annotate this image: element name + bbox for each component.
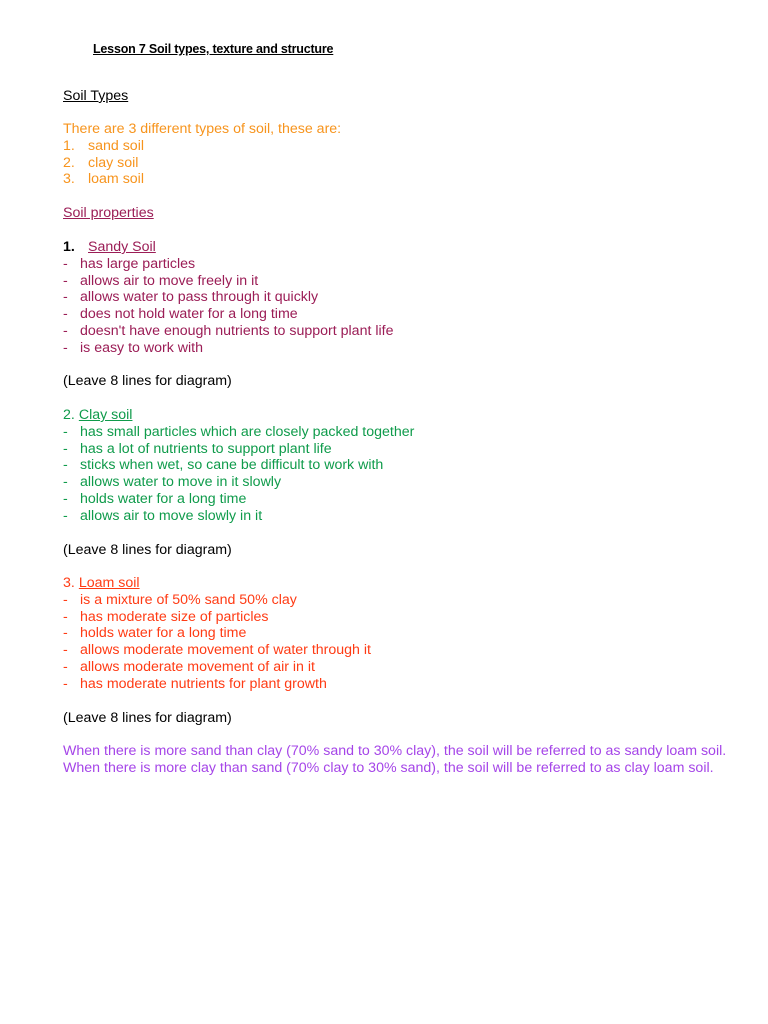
list-marker: 1. xyxy=(63,137,75,154)
dash: - xyxy=(63,625,68,642)
dash: - xyxy=(63,507,68,524)
dash: - xyxy=(63,306,68,323)
clay-soil-title: Clay soil xyxy=(78,407,133,423)
soil-types-section xyxy=(63,88,128,105)
list-item-text: allows moderate movement of air in it xyxy=(80,658,315,675)
dash: - xyxy=(63,642,68,659)
list-item-text: has large particles xyxy=(80,255,196,272)
clay-soil-section xyxy=(63,407,414,525)
list-marker: 3. xyxy=(63,171,75,188)
list-item xyxy=(63,642,371,659)
sandy-soil-section xyxy=(63,239,393,357)
list-item-text: allows water to move in it slowly xyxy=(80,474,282,491)
sandy-soil-title: Sandy Soil xyxy=(88,239,156,255)
list-item xyxy=(63,676,371,693)
clay-diagram-note xyxy=(63,542,232,559)
list-item-text: has small particles which are closely packed together xyxy=(80,423,415,440)
lesson-title: Lesson 7 Soil types, texture and structure xyxy=(93,42,334,56)
diagram-note: (Leave 8 lines for diagram) xyxy=(63,710,232,726)
summary-paragraph-sandy-loam: When there is more sand than clay (70% sand to 30% clay), the soil will be referred to as sandy loam soil. xyxy=(63,743,727,759)
section-number: 3. xyxy=(63,575,75,591)
list-item xyxy=(63,625,371,642)
list-item-text: holds water for a long time xyxy=(80,625,247,642)
list-item-text: has moderate size of particles xyxy=(80,608,269,625)
soil-types-intro: There are 3 different types of soil, these are: xyxy=(63,121,342,137)
list-item xyxy=(63,323,393,340)
sandy-diagram-note xyxy=(63,373,232,390)
loam-diagram-note xyxy=(63,710,232,727)
list-item-text: doesn't have enough nutrients to support plant life xyxy=(80,322,394,339)
list-item-text: allows water to pass through it quickly xyxy=(80,289,319,306)
list-item xyxy=(63,273,393,290)
list-item-text: clay soil xyxy=(88,154,139,171)
list-item-text: allows moderate movement of water through it xyxy=(80,642,371,659)
dash: - xyxy=(63,339,68,356)
list-item xyxy=(63,609,371,626)
list-item-text: does not hold water for a long time xyxy=(80,306,298,323)
dash: - xyxy=(63,289,68,306)
summary-section xyxy=(63,743,743,777)
list-item-text: allows air to move freely in it xyxy=(80,272,259,289)
list-item-text: is easy to work with xyxy=(80,339,203,356)
soil-types-heading: Soil Types xyxy=(63,88,129,104)
dash: - xyxy=(63,423,68,440)
list-item xyxy=(63,306,393,323)
loam-soil-title: Loam soil xyxy=(78,575,140,591)
list-item-text: has a lot of nutrients to support plant life xyxy=(80,440,332,457)
dash: - xyxy=(63,272,68,289)
clay-soil-heading xyxy=(63,407,414,424)
dash: - xyxy=(63,490,68,507)
diagram-note: (Leave 8 lines for diagram) xyxy=(63,373,232,389)
diagram-note: (Leave 8 lines for diagram) xyxy=(63,542,232,558)
list-item-text: loam soil xyxy=(88,171,144,188)
list-item xyxy=(63,289,393,306)
soil-properties-heading: Soil properties xyxy=(63,205,154,221)
list-item-text: has moderate nutrients for plant growth xyxy=(80,675,327,692)
sandy-soil-heading xyxy=(63,239,393,256)
dash: - xyxy=(63,440,68,457)
list-item xyxy=(63,491,414,508)
list-marker: 2. xyxy=(63,154,75,171)
list-item xyxy=(63,457,414,474)
list-item xyxy=(63,592,371,609)
list-item-text: allows air to move slowly in it xyxy=(80,507,263,524)
dash: - xyxy=(63,457,68,474)
dash: - xyxy=(63,255,68,272)
loam-soil-section xyxy=(63,575,371,693)
dash: - xyxy=(63,658,68,675)
dash: - xyxy=(63,474,68,491)
dash: - xyxy=(63,675,68,692)
list-item xyxy=(63,256,393,273)
list-item xyxy=(63,474,414,491)
list-item xyxy=(63,171,341,188)
list-item-text: sticks when wet, so cane be difficult to work with xyxy=(80,457,384,474)
soil-properties-section xyxy=(63,205,154,222)
dash: - xyxy=(63,591,68,608)
summary-paragraph-clay-loam: When there is more clay than sand (70% clay to 30% sand), the soil will be referred to as clay loam soil. xyxy=(63,759,714,776)
list-item-text: holds water for a long time xyxy=(80,490,247,507)
soil-types-list-section xyxy=(63,121,341,188)
list-item xyxy=(63,508,414,525)
list-item xyxy=(63,424,414,441)
dash: - xyxy=(63,322,68,339)
list-item xyxy=(63,659,371,676)
section-number: 2. xyxy=(63,407,75,423)
loam-soil-heading xyxy=(63,575,371,592)
list-item-text: sand soil xyxy=(88,137,144,154)
list-item xyxy=(63,441,414,458)
list-item-text: is a mixture of 50% sand 50% clay xyxy=(80,591,297,608)
dash: - xyxy=(63,608,68,625)
section-number: 1. xyxy=(63,239,75,255)
list-item xyxy=(63,155,341,172)
list-item xyxy=(63,340,393,357)
list-item xyxy=(63,138,341,155)
